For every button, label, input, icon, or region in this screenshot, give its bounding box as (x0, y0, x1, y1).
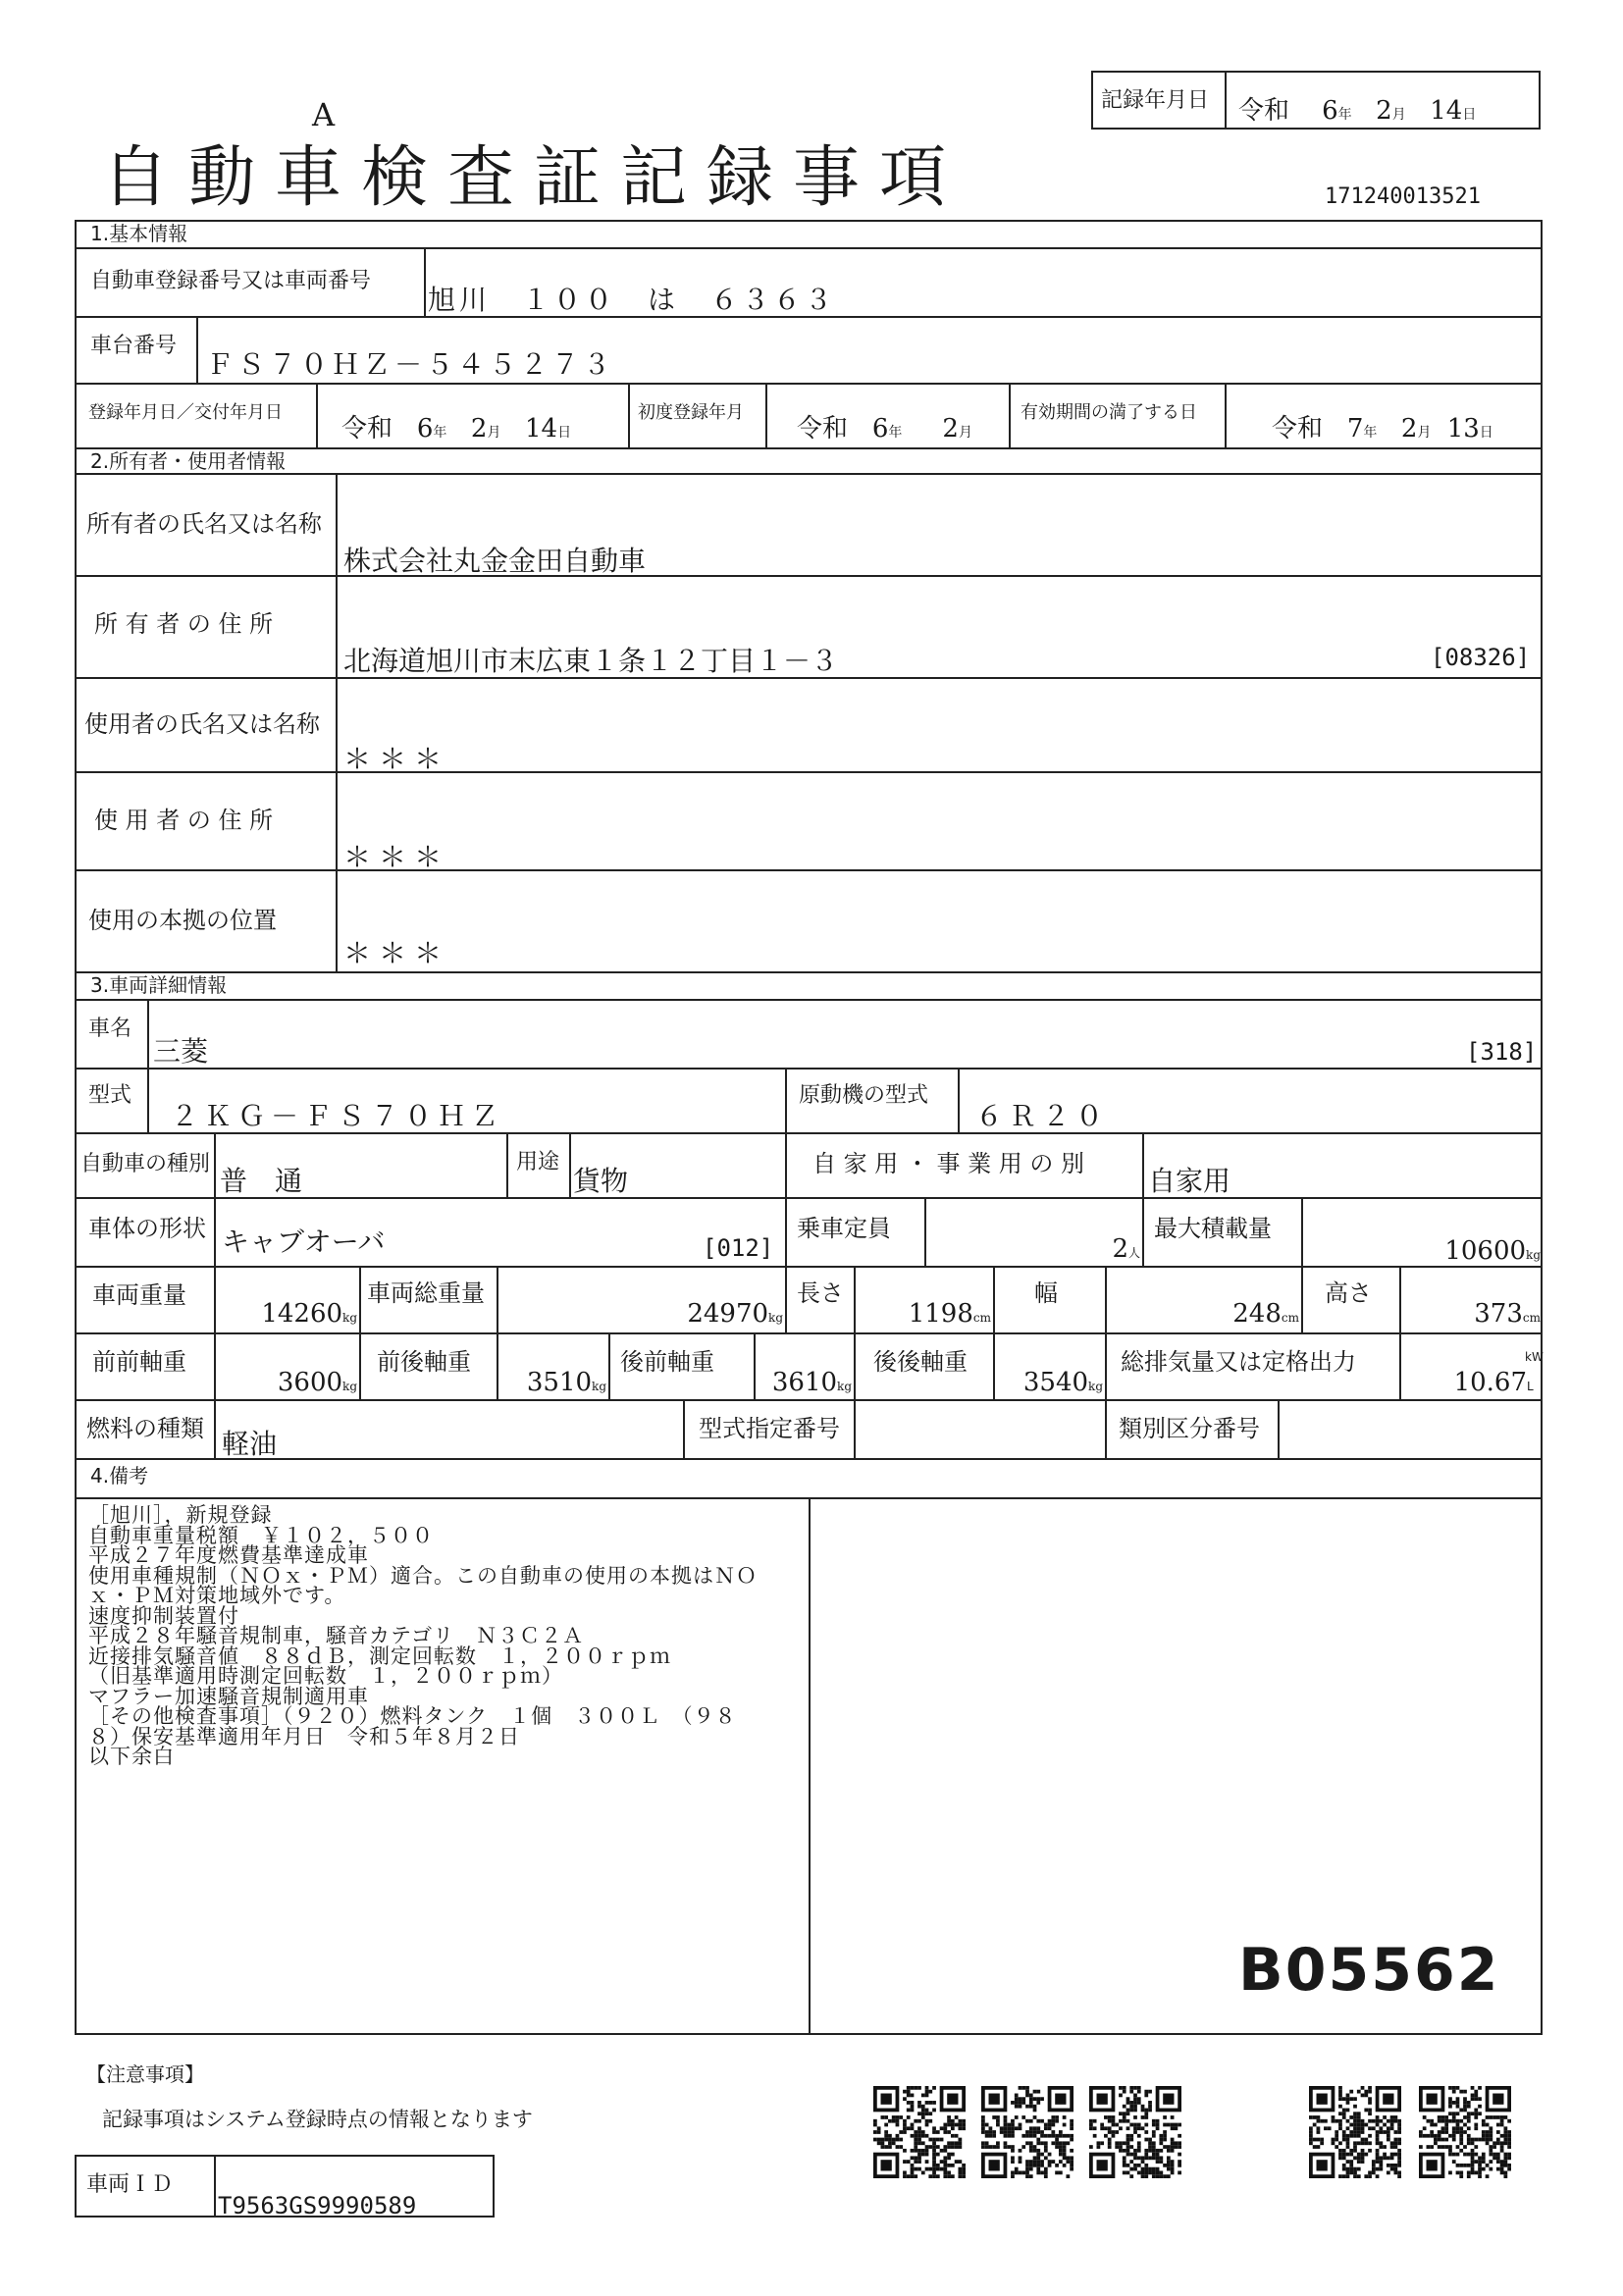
mark-a: A (312, 96, 336, 133)
owner-address-label: 所 有 者 の 住 所 (94, 610, 274, 638)
model-label: 型式 (88, 1083, 132, 1108)
remarks-line: 平成２８年騒音規制車，騒音カテゴリ Ｎ３Ｃ２Ａ (88, 1624, 585, 1647)
fuel-label: 燃料の種類 (86, 1415, 204, 1442)
private-business-label: 自 家 用 ・ 事 業 用 の 別 (812, 1150, 1085, 1177)
model: ２ＫＧ－ＦＳ７０ＨＺ (171, 1100, 505, 1132)
remarks-line: ８）保安基準適用年月日 令和５年８月２日 (88, 1724, 520, 1748)
front-rear-axle: 3510kg (526, 1368, 606, 1397)
owner-name: 株式会社丸金金田自動車 (343, 545, 647, 577)
remarks (88, 1505, 758, 1767)
rear-rear-axle-label: 後後軸重 (873, 1348, 968, 1376)
weight-label: 車両重量 (92, 1281, 186, 1309)
displacement-label: 総排気量又は定格出力 (1121, 1348, 1356, 1376)
fuel: 軽油 (222, 1428, 278, 1460)
reg-no-label: 自動車登録番号又は車両番号 (90, 269, 372, 293)
qr-code-5 (1419, 2086, 1511, 2178)
make-code: [318] (1466, 1038, 1538, 1066)
expiry-label: 有効期間の満了する日 (1021, 402, 1197, 423)
reg-date-label: 登録年月日／交付年月日 (88, 402, 283, 423)
make-label: 車名 (88, 1017, 132, 1041)
displacement: 10.67 (1453, 1368, 1527, 1397)
rear-front-axle: 3610kg (771, 1368, 852, 1397)
section4-title: 4.備考 (90, 1464, 149, 1487)
document-number: 171240013521 (1325, 184, 1481, 209)
user-name-label: 使用者の氏名又は名称 (84, 710, 320, 738)
width-label: 幅 (1034, 1279, 1058, 1307)
rear-rear-axle: 3540kg (1022, 1368, 1103, 1397)
body-shape: キャブオーバ (222, 1226, 386, 1258)
section2-title: 2.所有者・使用者情報 (90, 449, 287, 473)
use: 貨物 (573, 1165, 629, 1197)
gross-weight-label: 車両総重量 (367, 1279, 485, 1307)
base-location: ＊＊＊ (343, 937, 450, 969)
record-date: 令和 6年 2月 14日 (1238, 96, 1477, 126)
front-rear-axle-label: 前後軸重 (377, 1348, 471, 1376)
kind: 普 通 (220, 1165, 303, 1197)
remarks-line: ［旭川］，新規登録 (88, 1503, 273, 1527)
make: 三菱 (153, 1035, 209, 1068)
base-location-label: 使用の本拠の位置 (88, 907, 277, 934)
height: 373cm (1474, 1299, 1541, 1329)
remarks-line: （旧基準適用時測定回転数 １，２００ｒｐｍ） (88, 1664, 563, 1688)
capacity: 2人 (1112, 1234, 1140, 1264)
weight: 14260kg (261, 1299, 357, 1329)
user-address: ＊＊＊ (343, 841, 450, 873)
front-front-axle-label: 前前軸重 (92, 1348, 186, 1376)
vehicle-id: T9563GS9990589 (218, 2192, 417, 2219)
qr-code-2 (981, 2086, 1073, 2178)
remarks-line: 平成２７年度燃費基準達成車 (88, 1543, 369, 1567)
chassis-label: 車台番号 (90, 334, 178, 358)
remarks-line: 自動車重量税額 ￥１０２，５００ (88, 1523, 434, 1547)
kind-label: 自動車の種別 (80, 1152, 211, 1176)
owner-address: 北海道旭川市末広東１条１２丁目１－３ (343, 645, 839, 677)
rear-front-axle-label: 後前軸重 (620, 1348, 714, 1376)
reg-date: 令和 6年 2月 14日 (341, 414, 572, 444)
first-reg-label: 初度登録年月 (638, 402, 744, 423)
remarks-line: 以下余白 (88, 1745, 175, 1768)
page-title: 自動車検査証記録事項 (102, 139, 967, 217)
expiry-date: 令和 7年 2月 13日 (1272, 414, 1493, 444)
type-approval-label: 型式指定番号 (699, 1415, 840, 1442)
body-code: [012] (703, 1234, 774, 1262)
max-load-label: 最大積載量 (1154, 1215, 1272, 1242)
unit-kw: kW (1525, 1350, 1544, 1364)
notice-title: 【注意事項】 (86, 2062, 204, 2086)
remarks-line: 使用車種規制（ＮＯｘ・ＰＭ）適合。この自動車の使用の本拠はＮＯ (88, 1563, 758, 1588)
remarks-line: ［その他検査事項］（９２０）燃料タンク １個 ３００Ｌ （９８ (88, 1704, 737, 1728)
owner-address-code: [08326] (1431, 644, 1531, 671)
user-address-label: 使 用 者 の 住 所 (94, 807, 274, 834)
capacity-label: 乗車定員 (797, 1215, 891, 1242)
chassis-number: ＦＳ７０ＨＺ－５４５２７３ (206, 348, 615, 381)
engine-label: 原動機の型式 (799, 1083, 929, 1108)
max-load: 10600kg (1444, 1236, 1541, 1266)
notice-text: 記録事項はシステム登録時点の情報となります (102, 2108, 533, 2131)
body-label: 車体の形状 (88, 1215, 206, 1242)
qr-code-4 (1309, 2086, 1401, 2178)
width: 248cm (1232, 1299, 1299, 1329)
record-date-label: 記録年月日 (1101, 88, 1210, 113)
remarks-line: マフラー加速騒音規制適用車 (88, 1684, 369, 1708)
owner-name-label: 所有者の氏名又は名称 (86, 510, 322, 538)
first-reg-date: 令和 6年 2月 (797, 414, 972, 444)
section3-title: 3.車両詳細情報 (90, 973, 228, 997)
user-name: ＊＊＊ (343, 743, 450, 775)
stamp-code: B05562 (1238, 1936, 1500, 2005)
unit-liter: L (1527, 1380, 1534, 1393)
class-number-label: 類別区分番号 (1119, 1415, 1260, 1442)
height-label: 高さ (1325, 1279, 1372, 1307)
qr-code-3 (1089, 2086, 1181, 2178)
engine-model: ６Ｒ２０ (975, 1100, 1110, 1132)
length: 1198cm (908, 1299, 991, 1329)
remarks-line: ｘ・ＰＭ対策地域外です。 (88, 1584, 346, 1607)
front-front-axle: 3600kg (277, 1368, 357, 1397)
qr-code-1 (873, 2086, 966, 2178)
vehicle-id-label: 車両ＩＤ (86, 2172, 174, 2197)
remarks-line: 速度抑制装置付 (88, 1603, 239, 1628)
section1-title: 1.基本情報 (90, 222, 188, 245)
private-business: 自家用 (1148, 1165, 1231, 1197)
use-label: 用途 (516, 1150, 560, 1174)
length-label: 長さ (797, 1279, 844, 1307)
gross-weight: 24970kg (687, 1299, 783, 1329)
remarks-line: 近接排気騒音値 ８８ｄＢ，測定回転数 １，２００ｒｐｍ (88, 1644, 671, 1668)
reg-no: 旭川 １００ は ６３６３ (428, 284, 837, 316)
